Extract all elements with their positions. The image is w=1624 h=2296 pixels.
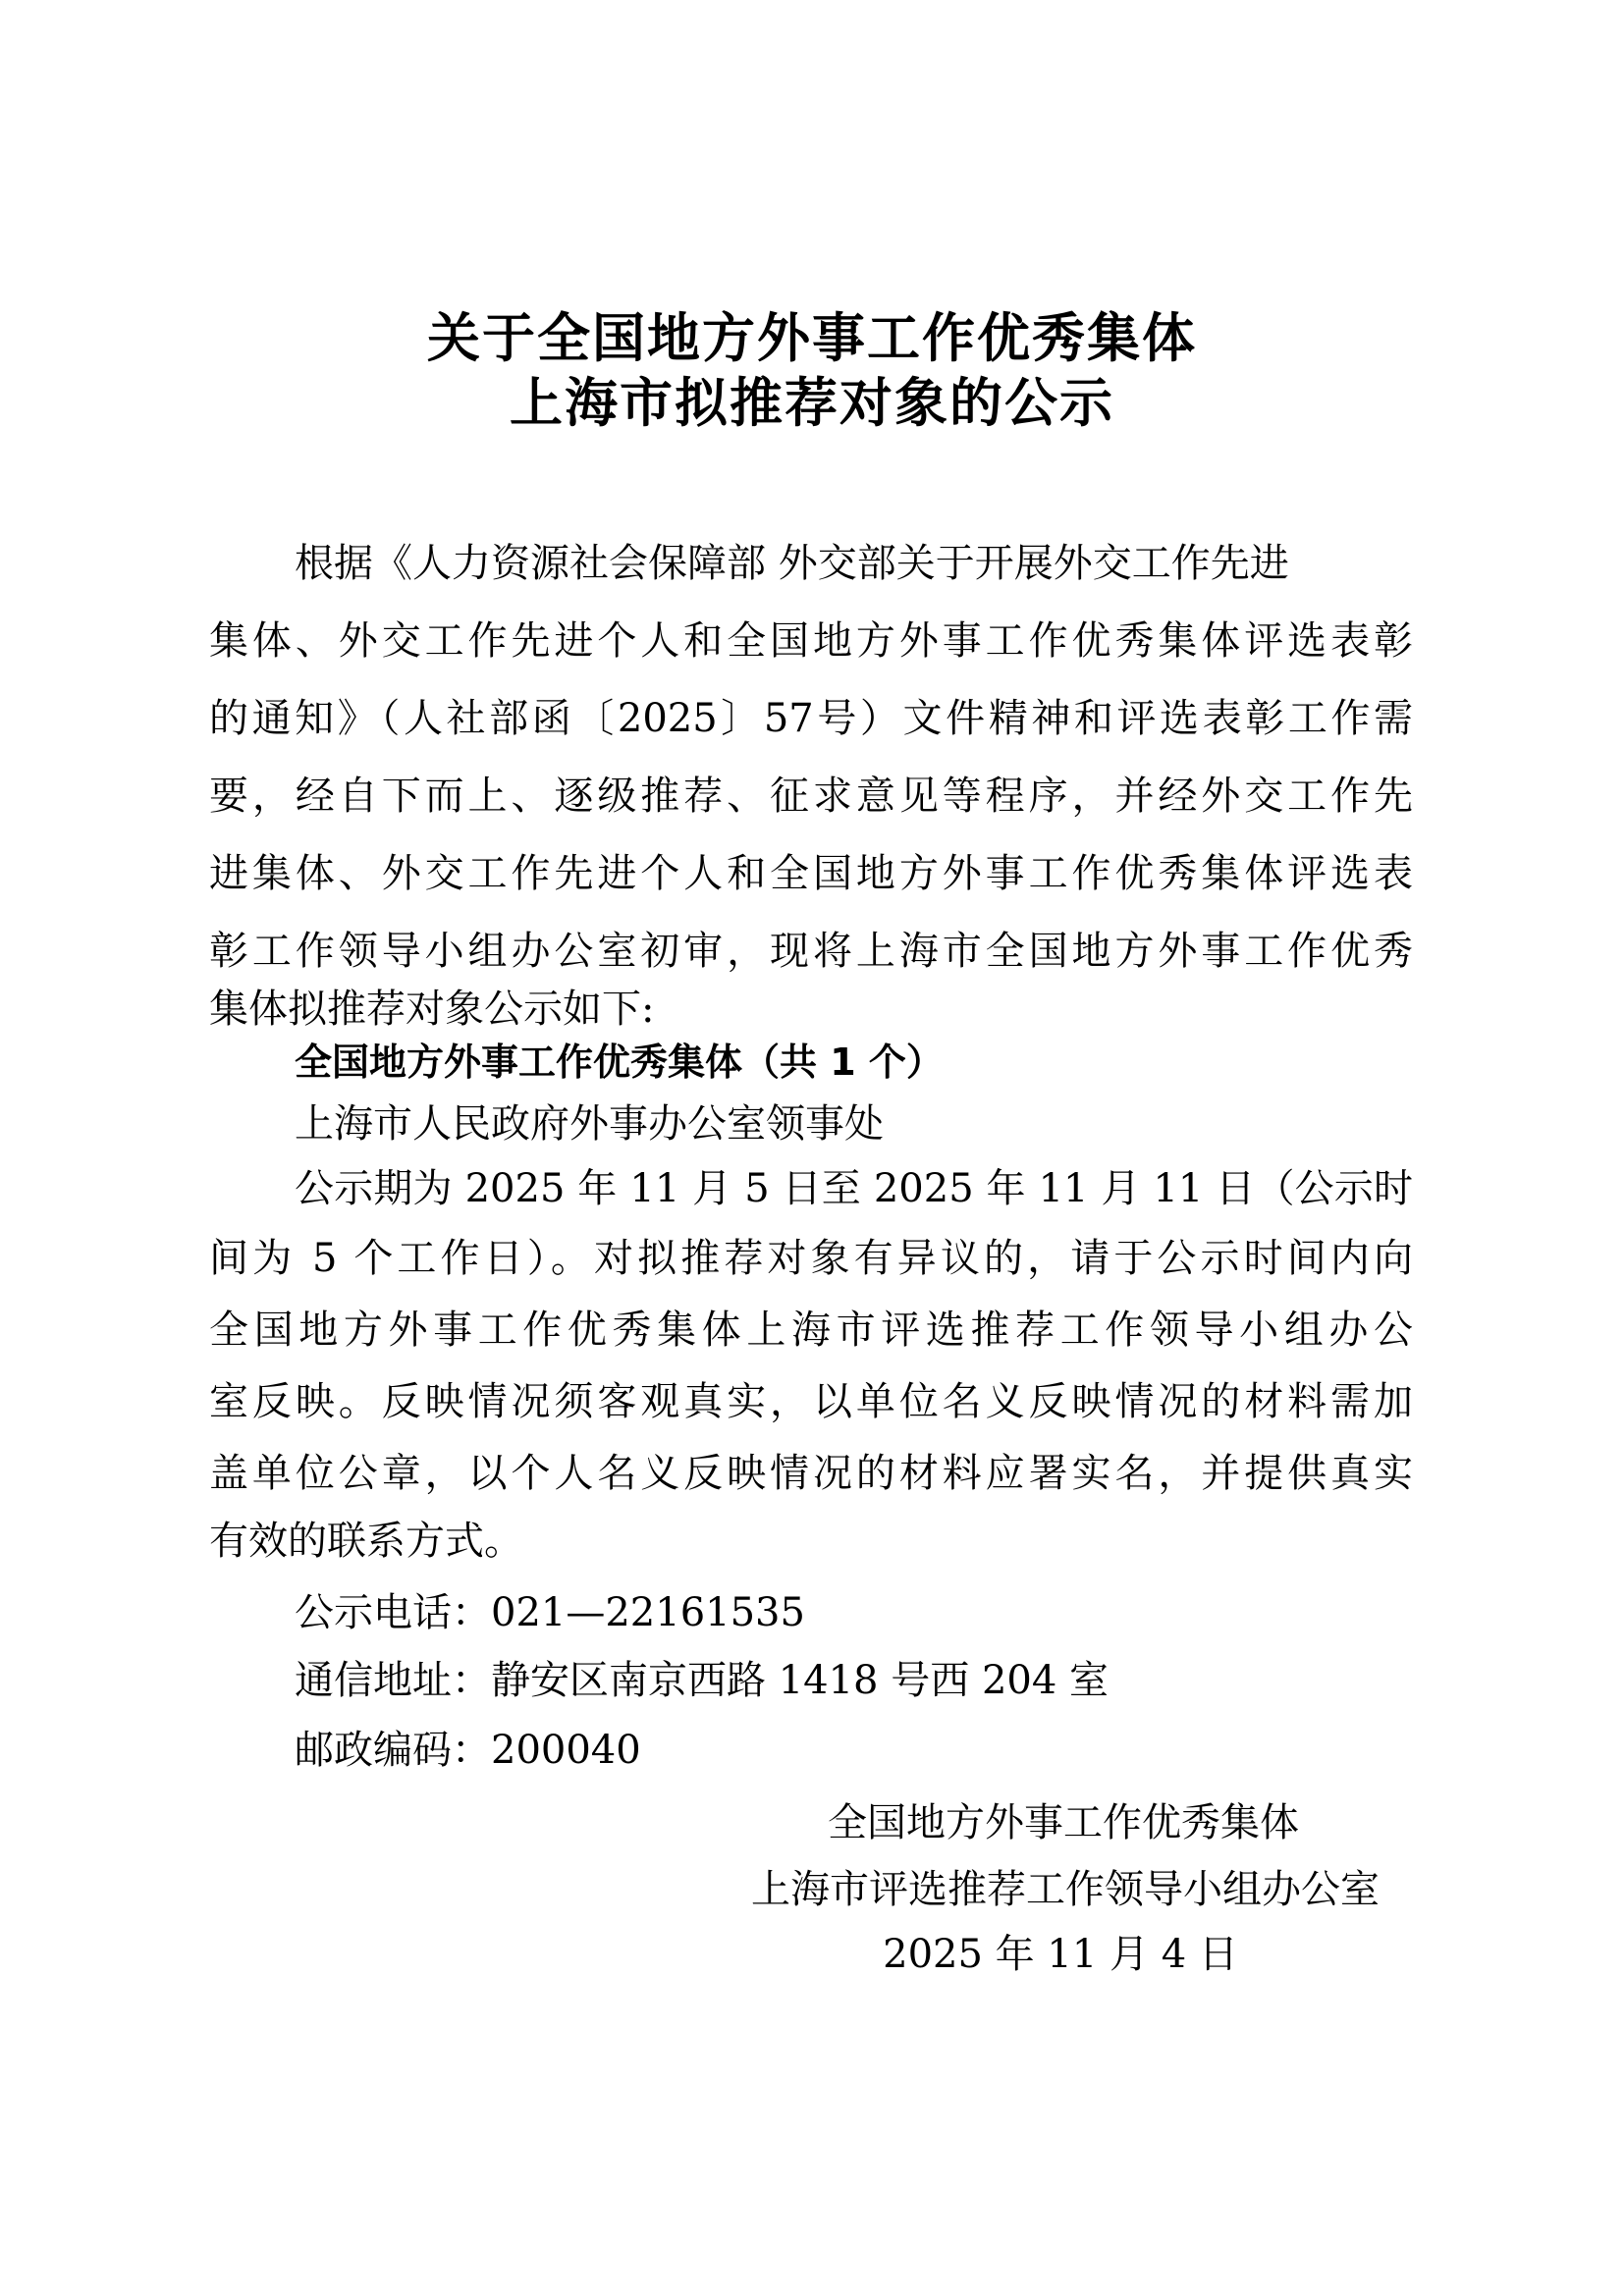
document-title-line-1: 关于全国地方外事工作优秀集体: [427, 306, 1197, 369]
notice-line-4: 室反映。反映情况须客观真实，以单位名义反映情况的材料需加: [209, 1379, 1413, 1424]
intro-line-3: 的通知》（人社部函〔2025〕57号）文件精神和评选表彰工作需: [209, 696, 1413, 741]
intro-line-2: 集体、外交工作先进个人和全国地方外事工作优秀集体评选表彰: [209, 618, 1413, 664]
signature-date: 2025 年 11 月 4 日: [883, 1932, 1238, 1977]
category-heading: 全国地方外事工作优秀集体（共 1 个）: [295, 1041, 944, 1084]
intro-line-1: 根据《人力资源社会保障部 外交部关于开展外交工作先进: [295, 541, 1289, 586]
contact-postal-code: 邮政编码：200040: [295, 1728, 641, 1773]
notice-line-6: 有效的联系方式。: [209, 1519, 523, 1564]
intro-line-5: 进集体、外交工作先进个人和全国地方外事工作优秀集体评选表: [209, 851, 1413, 896]
notice-line-1: 公示期为 2025 年 11 月 5 日至 2025 年 11 月 11 日（公示时: [295, 1166, 1413, 1211]
intro-line-7: 集体拟推荐对象公示如下:: [209, 987, 655, 1032]
notice-line-3: 全国地方外事工作优秀集体上海市评选推荐工作领导小组办公: [209, 1308, 1413, 1353]
nominee-name: 上海市人民政府外事办公室领事处: [295, 1101, 884, 1147]
document-title-line-2: 上海市拟推荐对象的公示: [510, 371, 1114, 434]
signature-org-line-1: 全国地方外事工作优秀集体: [828, 1800, 1299, 1845]
notice-line-2: 间为 5 个工作日）。对拟推荐对象有异议的，请于公示时间内向: [209, 1236, 1413, 1281]
signature-org-line-2: 上海市评选推荐工作领导小组办公室: [751, 1867, 1380, 1912]
intro-line-4: 要，经自下而上、逐级推荐、征求意见等程序，并经外交工作先: [209, 774, 1413, 819]
notice-line-5: 盖单位公章，以个人名义反映情况的材料应署实名，并提供真实: [209, 1451, 1413, 1496]
contact-address: 通信地址：静安区南京西路 1418 号西 204 室: [295, 1658, 1110, 1703]
contact-phone: 公示电话：021—22161535: [295, 1590, 805, 1635]
intro-line-6: 彰工作领导小组办公室初审，现将上海市全国地方外事工作优秀: [209, 929, 1413, 974]
